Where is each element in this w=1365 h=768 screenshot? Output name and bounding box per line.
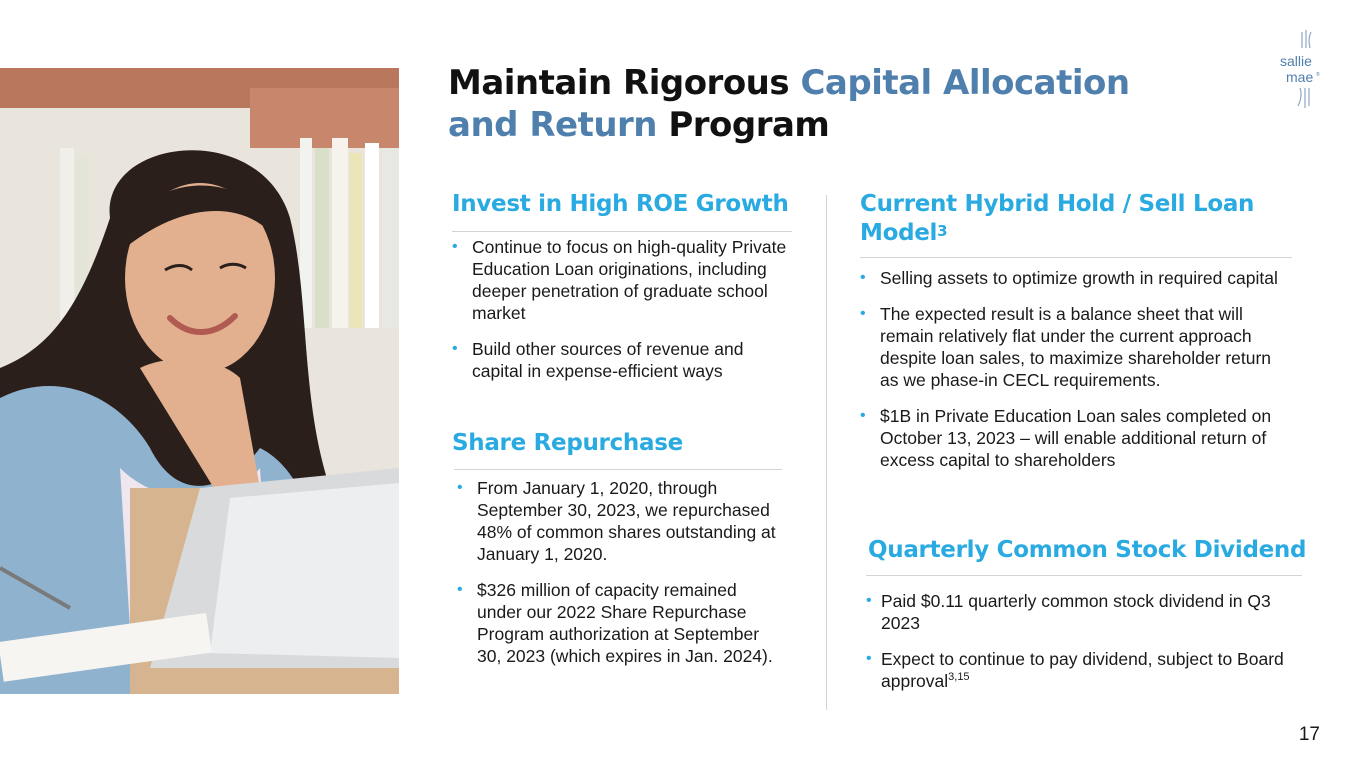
repurchase-bullets <box>457 477 777 681</box>
student-photo <box>0 68 399 694</box>
dividend-heading: Quarterly Common Stock Dividend <box>868 537 1307 563</box>
invest-bullet-2: • Build other sources of revenue and capital in expense-efficient ways <box>452 338 792 382</box>
hybrid-bullet-1: • Selling assets to optimize growth in required capital <box>860 267 1290 289</box>
svg-text:mae: mae <box>1286 69 1314 85</box>
hybrid-heading-footnote: 3 <box>937 222 948 240</box>
hybrid-bullet-2: • The expected result is a balance sheet that will remain relatively flat under the current approach despite loan sales, to maximize shareholder return as we phase-in CECL requirements. <box>860 303 1290 391</box>
title-part-2: Capital Allocation <box>800 63 1130 103</box>
hybrid-rule <box>860 257 1292 258</box>
hybrid-heading-text: Current Hybrid Hold / Sell Loan Model <box>860 191 1255 246</box>
dividend-bullet-1: • Paid $0.11 quarterly common stock dividend in Q3 2023 <box>866 590 1296 634</box>
svg-text:sallie: sallie <box>1280 53 1312 69</box>
dividend-bullet-2-text: Expect to continue to pay dividend, subject to Board approval <box>881 649 1284 691</box>
hybrid-heading <box>860 190 1290 248</box>
dividend-rule <box>866 575 1302 576</box>
repurchase-bullet-2: • $326 million of capacity remained under our 2022 Share Repurchase Program authorization at September 30, 2023 (which expires in Jan. 2024). <box>457 579 777 667</box>
svg-text:®: ® <box>1316 72 1320 78</box>
dividend-bullets <box>866 590 1296 706</box>
repurchase-heading: Share Repurchase <box>452 430 683 456</box>
invest-bullet-1: • Continue to focus on high-quality Private Education Loan originations, including deeper penetration of graduate school market <box>452 236 792 324</box>
invest-heading: Invest in High ROE Growth <box>452 191 789 217</box>
invest-bullets <box>452 236 792 396</box>
hybrid-bullets <box>860 267 1290 485</box>
hybrid-bullet-3: • $1B in Private Education Loan sales completed on October 13, 2023 – will enable additional return of excess capital to shareholders <box>860 405 1290 471</box>
column-divider <box>826 195 827 710</box>
repurchase-bullet-1: • From January 1, 2020, through September 30, 2023, we repurchased 48% of common shares outstanding at January 1, 2020. <box>457 477 777 565</box>
dividend-bullet-2 <box>866 648 1296 692</box>
title-part-4: Program <box>657 105 830 145</box>
sallie-mae-logo <box>1276 30 1336 110</box>
invest-rule <box>452 231 792 232</box>
page-number: 17 <box>1298 724 1320 745</box>
title-part-3: and Return <box>448 105 657 145</box>
slide-title <box>448 62 1248 146</box>
repurchase-rule <box>454 469 782 470</box>
title-part-1: Maintain Rigorous <box>448 63 801 103</box>
dividend-bullet-2-footnote: 3,15 <box>948 671 970 684</box>
